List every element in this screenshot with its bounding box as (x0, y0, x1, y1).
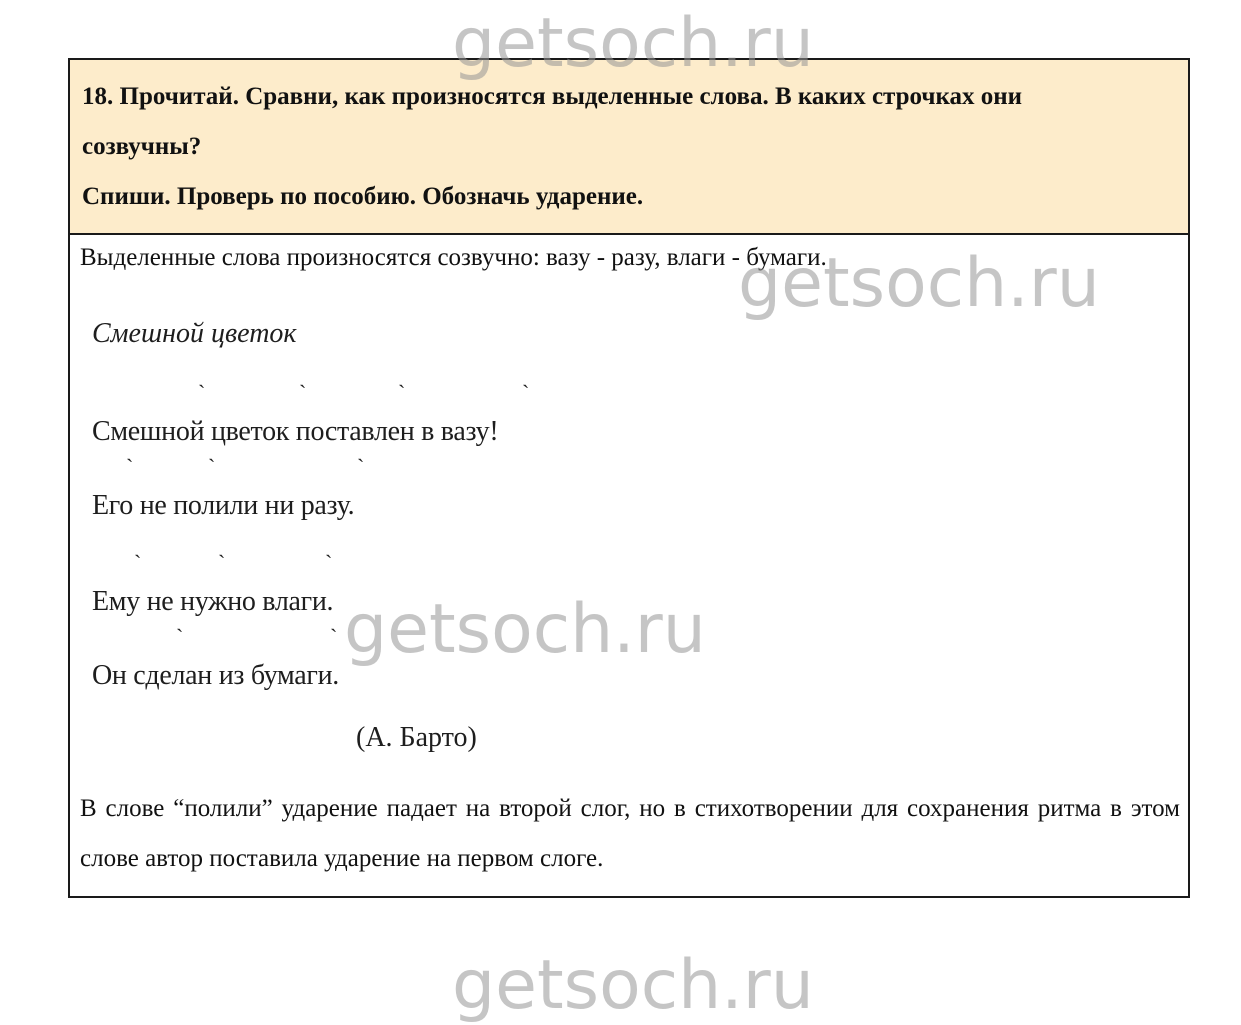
watermark-lower: getsoch.ru (344, 590, 706, 669)
stress-note: В слове “полили” ударение падает на второй слог, но в стихотворении для сохранения ритма в этом слове автор поставила ударение на первом слоге. (80, 795, 1180, 872)
stress-mark: ` (218, 550, 226, 575)
poem-line-2: Его не полили ни разу. (92, 490, 355, 521)
watermark-bottom: getsoch.ru (452, 946, 814, 1025)
poem-line-3: Ему не нужно влаги. (92, 586, 334, 617)
poem-line-4: Он сделан из бумаги. (92, 660, 339, 691)
poem-author: (А. Барто) (356, 722, 477, 753)
watermark-top: getsoch.ru (452, 4, 814, 83)
stress-mark: ` (330, 624, 338, 649)
stress-mark: ` (208, 454, 216, 479)
task-text-line-1: 18. Прочитай. Сравни, как произносятся выделенные слова. В каких строчках они (82, 83, 1023, 110)
stress-mark: ` (134, 550, 142, 575)
poem (92, 318, 612, 768)
stress-mark: ` (198, 380, 206, 405)
watermark-middle: getsoch.ru (738, 244, 1100, 323)
poem-title: Смешной цветок (92, 318, 297, 349)
stress-mark: ` (325, 550, 333, 575)
stress-mark: ` (357, 454, 365, 479)
poem-line-1: Смешной цветок поставлен в вазу! (92, 416, 499, 447)
task-text-line-2: созвучны? (82, 133, 202, 160)
answer-intro: Выделенные слова произносятся созвучно: вазу - разу, влаги - бумаги. (80, 244, 827, 271)
stress-mark: ` (522, 380, 530, 405)
stress-mark: ` (299, 380, 307, 405)
stress-mark: ` (176, 624, 184, 649)
task-text-line-3: Спиши. Проверь по пособию. Обозначь ударение. (82, 183, 644, 210)
task-header (70, 60, 1188, 235)
stress-mark: ` (126, 454, 134, 479)
stress-mark: ` (398, 380, 406, 405)
